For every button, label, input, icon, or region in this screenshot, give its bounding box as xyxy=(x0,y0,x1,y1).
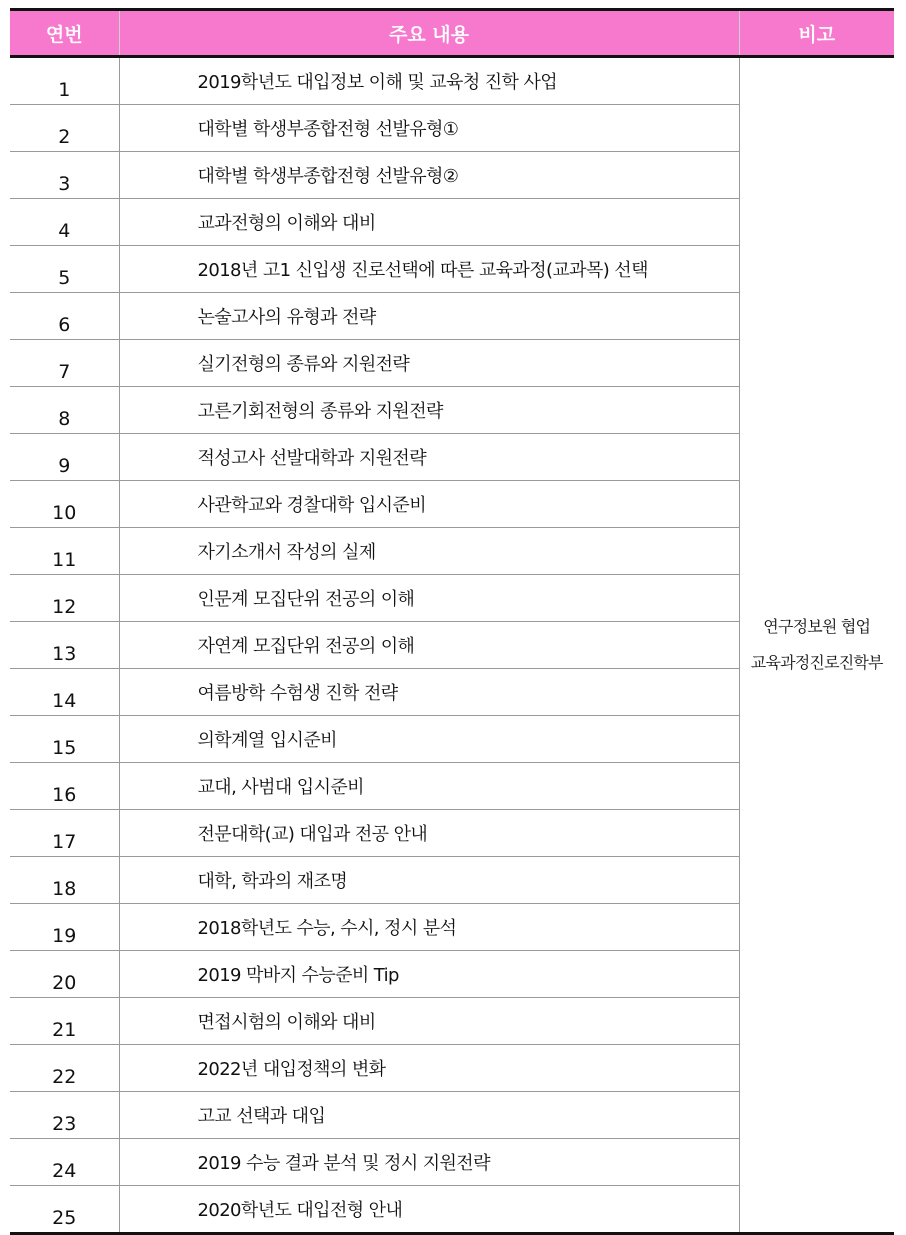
row-content: 대학, 학과의 재조명 xyxy=(119,857,739,904)
row-content: 대학별 학생부종합전형 선발유형① xyxy=(119,105,739,152)
note-line: 연구정보원 협업 xyxy=(763,617,871,636)
note-cell xyxy=(739,57,894,1234)
row-content: 인문계 모집단위 전공의 이해 xyxy=(119,575,739,622)
row-number: 8 xyxy=(10,387,119,434)
row-content: 2019 수능 결과 분석 및 정시 지원전략 xyxy=(119,1139,739,1186)
lecture-table xyxy=(10,8,894,1235)
row-content: 실기전형의 종류와 지원전략 xyxy=(119,340,739,387)
row-content: 2019학년도 대입정보 이해 및 교육청 진학 사업 xyxy=(119,57,739,105)
row-content: 2019 막바지 수능준비 Tip xyxy=(119,951,739,998)
row-number: 5 xyxy=(10,246,119,293)
row-number: 23 xyxy=(10,1092,119,1139)
row-number: 4 xyxy=(10,199,119,246)
row-number: 13 xyxy=(10,622,119,669)
row-number: 21 xyxy=(10,998,119,1045)
row-content: 적성고사 선발대학과 지원전략 xyxy=(119,434,739,481)
row-number: 2 xyxy=(10,105,119,152)
table-body xyxy=(10,57,894,1234)
row-content: 면접시험의 이해와 대비 xyxy=(119,998,739,1045)
table-header xyxy=(10,10,894,57)
header-note: 비고 xyxy=(739,10,894,57)
row-content: 여름방학 수험생 진학 전략 xyxy=(119,669,739,716)
row-content: 고른기회전형의 종류와 지원전략 xyxy=(119,387,739,434)
row-number: 20 xyxy=(10,951,119,998)
row-number: 6 xyxy=(10,293,119,340)
header-no: 연번 xyxy=(10,10,119,57)
row-number: 11 xyxy=(10,528,119,575)
header-content: 주요 내용 xyxy=(119,10,739,57)
row-number: 15 xyxy=(10,716,119,763)
table-row xyxy=(10,57,894,105)
row-number: 14 xyxy=(10,669,119,716)
row-number: 17 xyxy=(10,810,119,857)
row-number: 10 xyxy=(10,481,119,528)
row-content: 자연계 모집단위 전공의 이해 xyxy=(119,622,739,669)
row-content: 의학계열 입시준비 xyxy=(119,716,739,763)
row-content: 자기소개서 작성의 실제 xyxy=(119,528,739,575)
row-content: 교과전형의 이해와 대비 xyxy=(119,199,739,246)
row-number: 25 xyxy=(10,1186,119,1234)
row-number: 7 xyxy=(10,340,119,387)
note-line: 교육과정진로진학부 xyxy=(750,653,883,672)
row-content: 사관학교와 경찰대학 입시준비 xyxy=(119,481,739,528)
row-content: 논술고사의 유형과 전략 xyxy=(119,293,739,340)
row-number: 9 xyxy=(10,434,119,481)
row-content: 2020학년도 대입전형 안내 xyxy=(119,1186,739,1234)
row-number: 24 xyxy=(10,1139,119,1186)
row-number: 22 xyxy=(10,1045,119,1092)
row-content: 대학별 학생부종합전형 선발유형② xyxy=(119,152,739,199)
row-content: 2018년 고1 신입생 진로선택에 따른 교육과정(교과목) 선택 xyxy=(119,246,739,293)
row-number: 16 xyxy=(10,763,119,810)
row-content: 교대, 사범대 입시준비 xyxy=(119,763,739,810)
row-content: 고교 선택과 대입 xyxy=(119,1092,739,1139)
header-row xyxy=(10,10,894,57)
row-number: 12 xyxy=(10,575,119,622)
row-number: 1 xyxy=(10,57,119,105)
row-content: 전문대학(교) 대입과 전공 안내 xyxy=(119,810,739,857)
row-number: 18 xyxy=(10,857,119,904)
row-number: 3 xyxy=(10,152,119,199)
row-content: 2022년 대입정책의 변화 xyxy=(119,1045,739,1092)
row-content: 2018학년도 수능, 수시, 정시 분석 xyxy=(119,904,739,951)
row-number: 19 xyxy=(10,904,119,951)
